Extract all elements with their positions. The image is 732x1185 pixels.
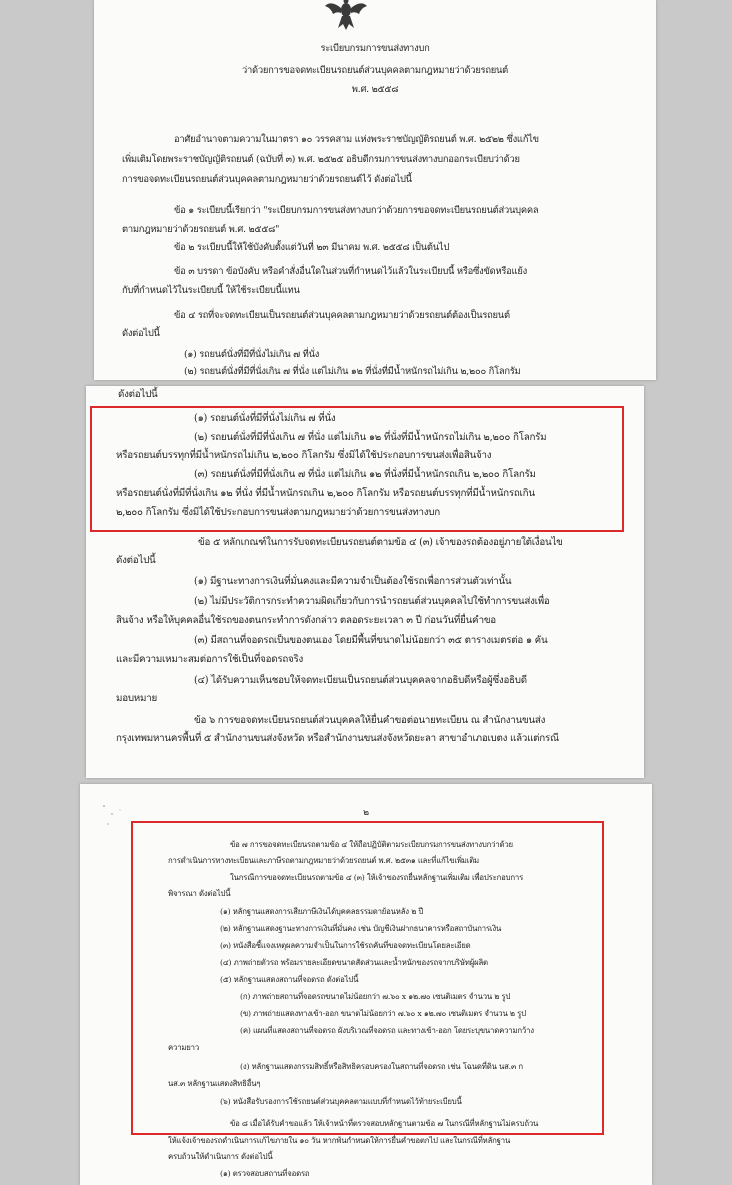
- paragraph-line: (๑) มีฐานะทางการเงินที่มั่นคงและมีความจำเป็นต้องใช้รถเพื่อการส่วนตัวเท่านั้น: [194, 576, 512, 587]
- paragraph-line: ข้อ ๘ เมื่อได้รับคำขอแล้ว ให้เจ้าหน้าที่ตรวจสอบหลักฐานตามข้อ ๗ ในกรณีที่หลักฐานไม่ครบถ้วน: [230, 1119, 539, 1128]
- paragraph-line: ให้แจ้งเจ้าของรถดำเนินการแก้ไขภายใน ๑๐ วัน หากพ้นกำหนดให้การยื่นคำขอตกไป และในกรณีที่หลักฐาน: [168, 1136, 511, 1145]
- paragraph-line: มอบหมาย: [116, 693, 157, 704]
- paragraph-line: (๒) รถยนต์นั่งที่มีที่นั่งเกิน ๗ ที่นั่ง แต่ไม่เกิน ๑๒ ที่นั่งที่มีน้ำหนักรถไม่เกิน ๒,๒๐๐ กิโลกรัม: [184, 366, 521, 377]
- highlighted-line: (๒) หลักฐานแสดงฐานะทางการเงินที่มั่นคง เช่น บัญชีเงินฝากธนาคารหรือสถาบันการเงิน: [220, 924, 502, 933]
- paragraph-line: เพิ่มเติมโดยพระราชบัญญัติรถยนต์ (ฉบับที่ ๓) พ.ศ. ๒๕๒๕ อธิบดีกรมการขนส่งทางบกออกระเบียบว่าด้วย: [122, 154, 520, 165]
- highlighted-line: (๔) ภาพถ่ายตัวรถ พร้อมรายละเอียดขนาดสัดส่วนและน้ำหนักของรถจากบริษัทผู้ผลิต: [220, 958, 488, 967]
- page-number: ๒: [363, 808, 369, 818]
- highlighted-line: พิจารณา ดังต่อไปนี้: [168, 889, 231, 898]
- highlighted-line: นส.๓ หลักฐานแสดงสิทธิอื่นๆ: [168, 1079, 261, 1088]
- paragraph-line: ข้อ ๖ การขอจดทะเบียนรถยนต์ส่วนบุคคลให้ยื่นคำขอต่อนายทะเบียน ณ สำนักงานขนส่ง: [194, 715, 546, 726]
- paragraph-line: และมีความเหมาะสมต่อการใช้เป็นที่จอดรถจริง: [116, 654, 304, 665]
- highlighted-line: ๒,๒๐๐ กิโลกรัม ซึ่งมิได้ใช้ประกอบการขนส่งตามกฎหมายว่าด้วยการขนส่งทางบก: [116, 507, 440, 518]
- paragraph-line: สินจ้าง หรือให้บุคคลอื่นใช้รถของตนกระทำการดังกล่าว ตลอดระยะเวลา ๓ ปี ก่อนวันที่ยื่นคำขอ: [116, 615, 496, 626]
- document-page-3: [80, 784, 652, 1185]
- document-page-1: [94, 0, 656, 380]
- paragraph-line: (๑) รถยนต์นั่งที่มีที่นั่งไม่เกิน ๗ ที่นั่ง: [184, 349, 320, 360]
- highlighted-line: (ค) แผนที่แสดงสถานที่จอดรถ ผังบริเวณที่จอดรถ และทางเข้า-ออก โดยระบุขนาดความกว้าง: [240, 1026, 534, 1035]
- paragraph-line: การขอจดทะเบียนรถยนต์ส่วนบุคคลตามกฎหมายว่าด้วยรถยนต์ไว้ ดังต่อไปนี้: [122, 174, 412, 185]
- paragraph-line: (๓) มีสถานที่จอดรถเป็นของตนเอง โดยมีพื้นที่ขนาดไม่น้อยกว่า ๓๕ ตารางเมตรต่อ ๑ คัน: [194, 635, 548, 646]
- paragraph-line: (๑) ตรวจสอบสถานที่จอดรถ: [220, 1169, 310, 1178]
- highlighted-line: หรือรถยนต์บรรทุกที่มีน้ำหนักรถไม่เกิน ๒,๒๐๐ กิโลกรัม ซึ่งมิได้ใช้ประกอบการขนส่งเพื่อสินจ้าง: [116, 450, 492, 461]
- highlighted-line: ในกรณีการขอจดทะเบียนรถตามข้อ ๔ (๓) ให้เจ้าของรถยื่นหลักฐานเพิ่มเติม เพื่อประกอบการ: [230, 873, 524, 882]
- highlighted-line: (๕) หลักฐานแสดงสถานที่จอดรถ ดังต่อไปนี้: [220, 975, 359, 984]
- highlighted-line: (๖) หนังสือรับรองการใช้รถยนต์ส่วนบุคคลตามแบบที่กำหนดไว้ท้ายระเบียบนี้: [220, 1097, 462, 1106]
- highlighted-line: ความยาว: [168, 1043, 200, 1052]
- paragraph-line: ดังต่อไปนี้: [116, 555, 156, 566]
- highlighted-line: การดำเนินการทางทะเบียนและภาษีรถตามกฎหมายว่าด้วยรถยนต์ พ.ศ. ๒๕๓๑ และที่แก้ไขเพิ่มเติม: [168, 856, 479, 865]
- highlighted-line: (๒) รถยนต์นั่งที่มีที่นั่งเกิน ๗ ที่นั่ง แต่ไม่เกิน ๑๒ ที่นั่งที่มีน้ำหนักรถไม่เกิน ๒,๒๐๐ กิโลกรัม: [194, 432, 547, 443]
- paragraph-line: (๔) ได้รับความเห็นชอบให้จดทะเบียนเป็นรถยนต์ส่วนบุคคลจากอธิบดีหรือผู้ซึ่งอธิบดี: [194, 675, 527, 686]
- paragraph-line: ข้อ ๕ หลักเกณฑ์ในการรับจดทะเบียนรถยนต์ตามข้อ ๔ (๓) เจ้าของรถต้องอยู่ภายใต้เงื่อนไข: [198, 537, 563, 548]
- paragraph-line: ข้อ ๔ รถที่จะจดทะเบียนเป็นรถยนต์ส่วนบุคคลตามกฎหมายว่าด้วยรถยนต์ต้องเป็นรถยนต์: [174, 310, 510, 321]
- regulation-year: พ.ศ. ๒๕๕๘: [351, 84, 399, 95]
- highlighted-line: (๓) หนังสือชี้แจงเหตุผลความจำเป็นในการใช้รถคันที่ขอจดทะเบียนโดยละเอียด: [220, 941, 471, 950]
- paragraph-line: ครบถ้วนให้ดำเนินการ ดังต่อไปนี้: [168, 1152, 273, 1161]
- paragraph-line: ดังต่อไปนี้: [122, 328, 160, 339]
- regulation-title: ระเบียบกรมการขนส่งทางบก: [320, 43, 430, 54]
- paragraph-line: ข้อ ๑ ระเบียบนี้เรียกว่า "ระเบียบกรมการขนส่งทางบกว่าด้วยการขอจดทะเบียนรถยนต์ส่วนบุคคล: [174, 205, 539, 216]
- highlighted-line: ข้อ ๗ การขอจดทะเบียนรถตามข้อ ๔ ให้ถือปฏิบัติตามระเบียบกรมการขนส่งทางบกว่าด้วย: [230, 840, 513, 849]
- highlighted-line: (ข) ภาพถ่ายแสดงทางเข้า-ออก ขนาดไม่น้อยกว่า ๗.๖๐ x ๑๒.๗๐ เซนติเมตร จำนวน ๒ รูป: [240, 1009, 526, 1018]
- paragraph-line: อาศัยอำนาจตามความในมาตรา ๑๐ วรรคสาม แห่งพระราชบัญญัติรถยนต์ พ.ศ. ๒๕๒๒ ซึ่งแก้ไข: [174, 134, 539, 145]
- paragraph-line: (๒) ไม่มีประวัติการกระทำความผิดเกี่ยวกับการนำรถยนต์ส่วนบุคคลไปใช้ทำการขนส่งเพื่อ: [194, 596, 550, 607]
- highlighted-line: (๑) รถยนต์นั่งที่มีที่นั่งไม่เกิน ๗ ที่นั่ง: [194, 413, 336, 424]
- highlighted-line: หรือรถยนต์นั่งที่มีที่นั่งเกิน ๑๒ ที่นั่ง ที่มีน้ำหนักรถเกิน ๒,๒๐๐ กิโลกรัม หรือรถยนต์บรรทุกที่มีน้ำหนักรถเกิน: [116, 488, 535, 499]
- highlighted-line: (๓) รถยนต์นั่งที่มีที่นั่งเกิน ๗ ที่นั่ง แต่ไม่เกิน ๑๒ ที่นั่งที่มีน้ำหนักรถเกิน ๒,๒๐๐ กิโลกรัม: [194, 469, 536, 480]
- paragraph-line: กับที่กำหนดไว้ในระเบียบนี้ ให้ใช้ระเบียบนี้แทน: [122, 285, 300, 296]
- paragraph-line: กรุงเทพมหานครพื้นที่ ๕ สำนักงานขนส่งจังหวัด หรือสำนักงานขนส่งจังหวัดยะลา สาขาอำเภอเบตง แล้วแต่กรณี: [116, 733, 559, 744]
- paragraph-line: ดังต่อไปนี้: [118, 389, 158, 400]
- paragraph-line: ตามกฎหมายว่าด้วยรถยนต์ พ.ศ. ๒๕๕๘": [122, 224, 280, 235]
- highlighted-line: (ก) ภาพถ่ายสถานที่จอดรถขนาดไม่น้อยกว่า ๗.๖๐ x ๑๒.๗๐ เซนติเมตร จำนวน ๒ รูป: [240, 992, 511, 1001]
- document-page-2: [86, 386, 644, 778]
- highlighted-line: (๑) หลักฐานแสดงการเสียภาษีเงินได้บุคคลธรรมดาย้อนหลัง ๒ ปี: [220, 907, 424, 916]
- garuda-emblem-icon: [323, 0, 369, 32]
- regulation-subtitle: ว่าด้วยการขอจดทะเบียนรถยนต์ส่วนบุคคลตามกฎหมายว่าด้วยรถยนต์: [241, 65, 509, 76]
- paragraph-line: ข้อ ๒ ระเบียบนี้ให้ใช้บังคับตั้งแต่วันที่ ๒๓ มีนาคม พ.ศ. ๒๕๕๘ เป็นต้นไป: [174, 242, 450, 253]
- paragraph-line: ข้อ ๓ บรรดา ข้อบังคับ หรือคำสั่งอื่นใดในส่วนที่กำหนดไว้แล้วในระเบียบนี้ หรือซึ่งขัดหรือแย้ง: [174, 266, 527, 277]
- highlighted-line: (ง) หลักฐานแสดงกรรมสิทธิ์หรือสิทธิครอบครองในสถานที่จอดรถ เช่น โฉนดที่ดิน นส.๓ ก: [240, 1062, 523, 1071]
